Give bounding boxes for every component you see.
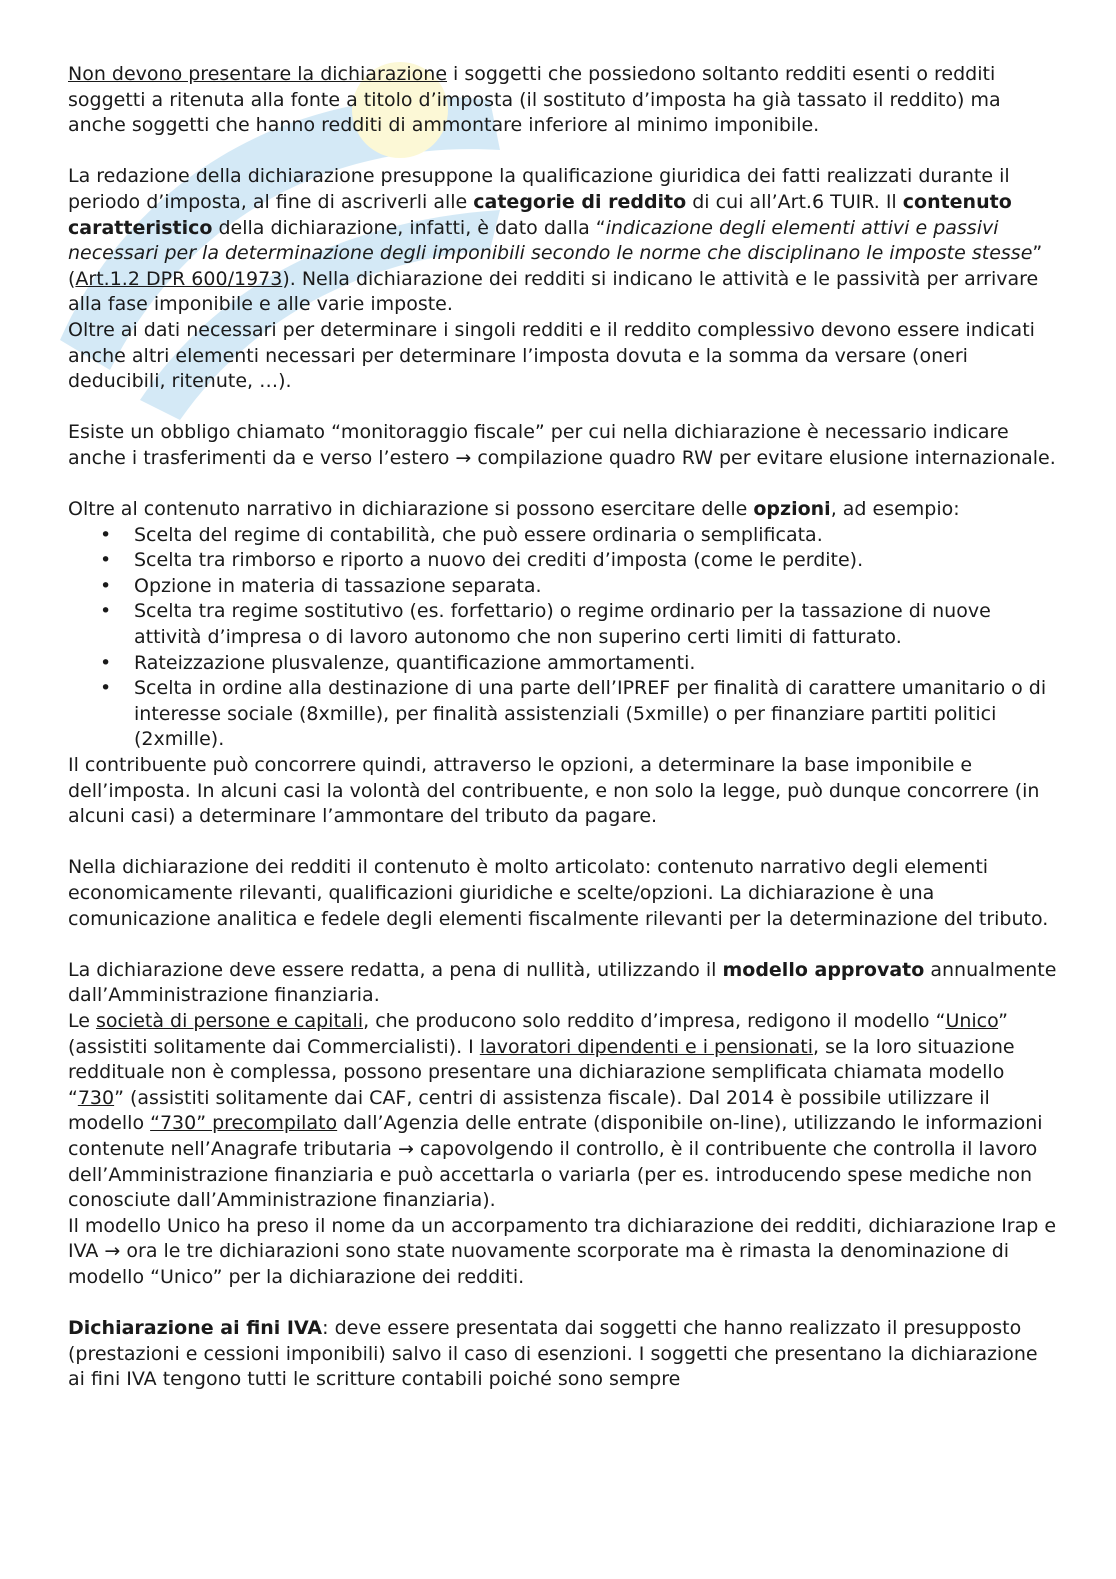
underlined-730: 730 [77,1086,115,1109]
list-item: • Opzione in materia di tassazione separata. [68,574,1058,600]
text-run: ” (assistiti solitamente dai Commercialisti). I [68,1009,1008,1058]
list-item: • Scelta tra regime sostitutivo (es. forfettario) o regime ordinario per la tassazione di nuove attività d’impresa o di lavoro autonomo che non superino certi limiti di fatturato. [68,599,1058,650]
underlined-societa: società di persone e capitali [95,1009,364,1032]
text-run: , che producono solo reddito d’impresa, redigono il modello “ [363,1009,946,1032]
text-run: ” ( [68,242,1043,290]
paragraph-societa [68,1009,1058,1214]
paragraph-dichiarazione-iva [68,1316,1058,1393]
text-run: annualmente dall’Amministrazione finanziaria. [68,958,1057,1007]
bold-dichiarazione-iva: Dichiarazione ai fini IVA [68,1317,323,1340]
underlined-unico: Unico [945,1009,999,1032]
underlined-phrase: Non devono presentare la dichiarazione [68,63,448,85]
text-run: della dichiarazione, infatti, è dato dalla “ [212,216,606,239]
underlined-730-precompilato: “730” precompilato [150,1112,338,1135]
document-page [68,62,1058,1393]
paragraph-redazione [68,164,1058,318]
underlined-law-reference: Art.1.2 DPR 600/1973 [75,267,283,290]
text-run: Le [68,1009,96,1032]
options-list [68,523,1058,753]
paragraph-oltre-ai-dati: Oltre ai dati necessari per determinare i singoli redditi e il reddito complessivo devono essere indicati anche altri elementi necessari per determinare l’imposta dovuta e la somma da versare (oneri deducibili, ritenute, …). [68,318,1035,393]
bold-modello-approvato: modello approvato [722,958,925,981]
paragraph-monitoraggio: Esiste un obbligo chiamato “monitoraggio fiscale” per cui nella dichiarazione è necessario indicare anche i trasferimenti da e verso l’estero → compilazione quadro RW per evitare elusione internazionale. [68,421,1056,469]
text-run: , ad esempio: [830,498,960,521]
list-item: • Rateizzazione plusvalenze, quantificazione ammortamenti. [68,651,1058,677]
text-run: La dichiarazione deve essere redatta, a pena di nullità, utilizzando il [68,958,723,981]
bold-opzioni: opzioni [753,498,831,521]
text-run: , se la loro situazione reddituale non è complessa, possono presentare una dichiarazione semplificata chiamata modello “ [68,1035,1015,1109]
list-item: • Scelta tra rimborso e riporto a nuovo dei crediti d’imposta (come le perdite). [68,548,1058,574]
text-run: i soggetti che possiedono soltanto redditi esenti o redditi soggetti a ritenuta alla fonte a titolo d’imposta (il sostituto d’imposta ha già tassato il reddito) ma anche soggetti che hanno redditi di ammontare inferiore al minimo imponibile. [68,63,1001,137]
text-run: : deve essere presentata dai soggetti che hanno realizzato il presupposto (prestazioni e cessioni imponibili) salvo il caso di esenzioni. I soggetti che presentano la dichiarazione ai fini IVA tengono tutti le scritture contabili poiché sono sempre [68,1317,1038,1391]
paragraph-modello-approvato [68,958,1058,1009]
text-run: ” (assistiti solitamente dai CAF, centri di assistenza fiscale). Dal 2014 è possibile utilizzare il modello [68,1086,990,1135]
underlined-lavoratori: lavoratori dipendenti e i pensionati [479,1035,814,1058]
text-run: di cui all’Art.6 TUIR. Il [686,190,903,213]
list-item: • Scelta del regime di contabilità, che può essere ordinaria o semplificata. [68,523,1058,549]
bold-categorie-di-reddito: categorie di reddito [473,190,687,213]
text-run: Oltre al contenuto narrativo in dichiarazione si possono esercitare delle [68,498,754,521]
paragraph-contribuente: Il contribuente può concorrere quindi, attraverso le opzioni, a determinare la base imponibile e dell’imposta. In alcuni casi la volontà del contribuente, e non solo la legge, può dunque concorrere (in alcuni casi) a determinare l’ammontare del tributo da pagare. [68,754,1040,828]
paragraph-contenuto-articolato: Nella dichiarazione dei redditi il contenuto è molto articolato: contenuto narrativo degli elementi economicamente rilevanti, qualificazioni giuridiche e scelte/opzioni. La dichiarazione è una comunicazione analitica e fedele degli elementi fiscalmente rilevanti per la determinazione del tributo. [68,856,1049,930]
text-run: ). Nella dichiarazione dei redditi si indicano le attività e le passività per arrivare alla fase imponibile e alle varie imposte. [68,267,1039,316]
italic-quote: indicazione degli elementi attivi e passivi necessari per la determinazione degli imponibili secondo le norme che disciplinano le imposte stesse [68,216,1033,265]
paragraph-opzioni-intro [68,497,1058,523]
bold-contenuto-caratteristico: contenuto caratteristico [68,190,1012,239]
text-run: La redazione della dichiarazione presuppone la qualificazione giuridica dei fatti realizzati durante il periodo d’imposta, al fine di ascriverli alle [68,165,1010,213]
paragraph-non-devono [68,62,1058,139]
paragraph-modello-unico: Il modello Unico ha preso il nome da un accorpamento tra dichiarazione dei redditi, dichiarazione Irap e IVA → ora le tre dichiarazioni sono state nuovamente scorporate ma è rimasta la denominazione di modello “Unico” per la dichiarazione dei redditi. [68,1214,1057,1288]
text-run: dall’Agenzia delle entrate (disponibile on-line), utilizzando le informazioni contenute nell’Anagrafe tributaria → capovolgendo il controllo, è il contribuente che controlla il lavoro dell’Amministrazione finanziaria e può accettarla o variarla (per es. introducendo spese mediche non conosciute dall’Amministrazione finanziaria). [68,1112,1043,1212]
list-item: • Scelta in ordine alla destinazione di una parte dell’IPREF per finalità di carattere umanitario o di interesse sociale (8xmille), per finalità assistenziali (5xmille) o per finanziare partiti politici (2xmille). [68,676,1058,753]
